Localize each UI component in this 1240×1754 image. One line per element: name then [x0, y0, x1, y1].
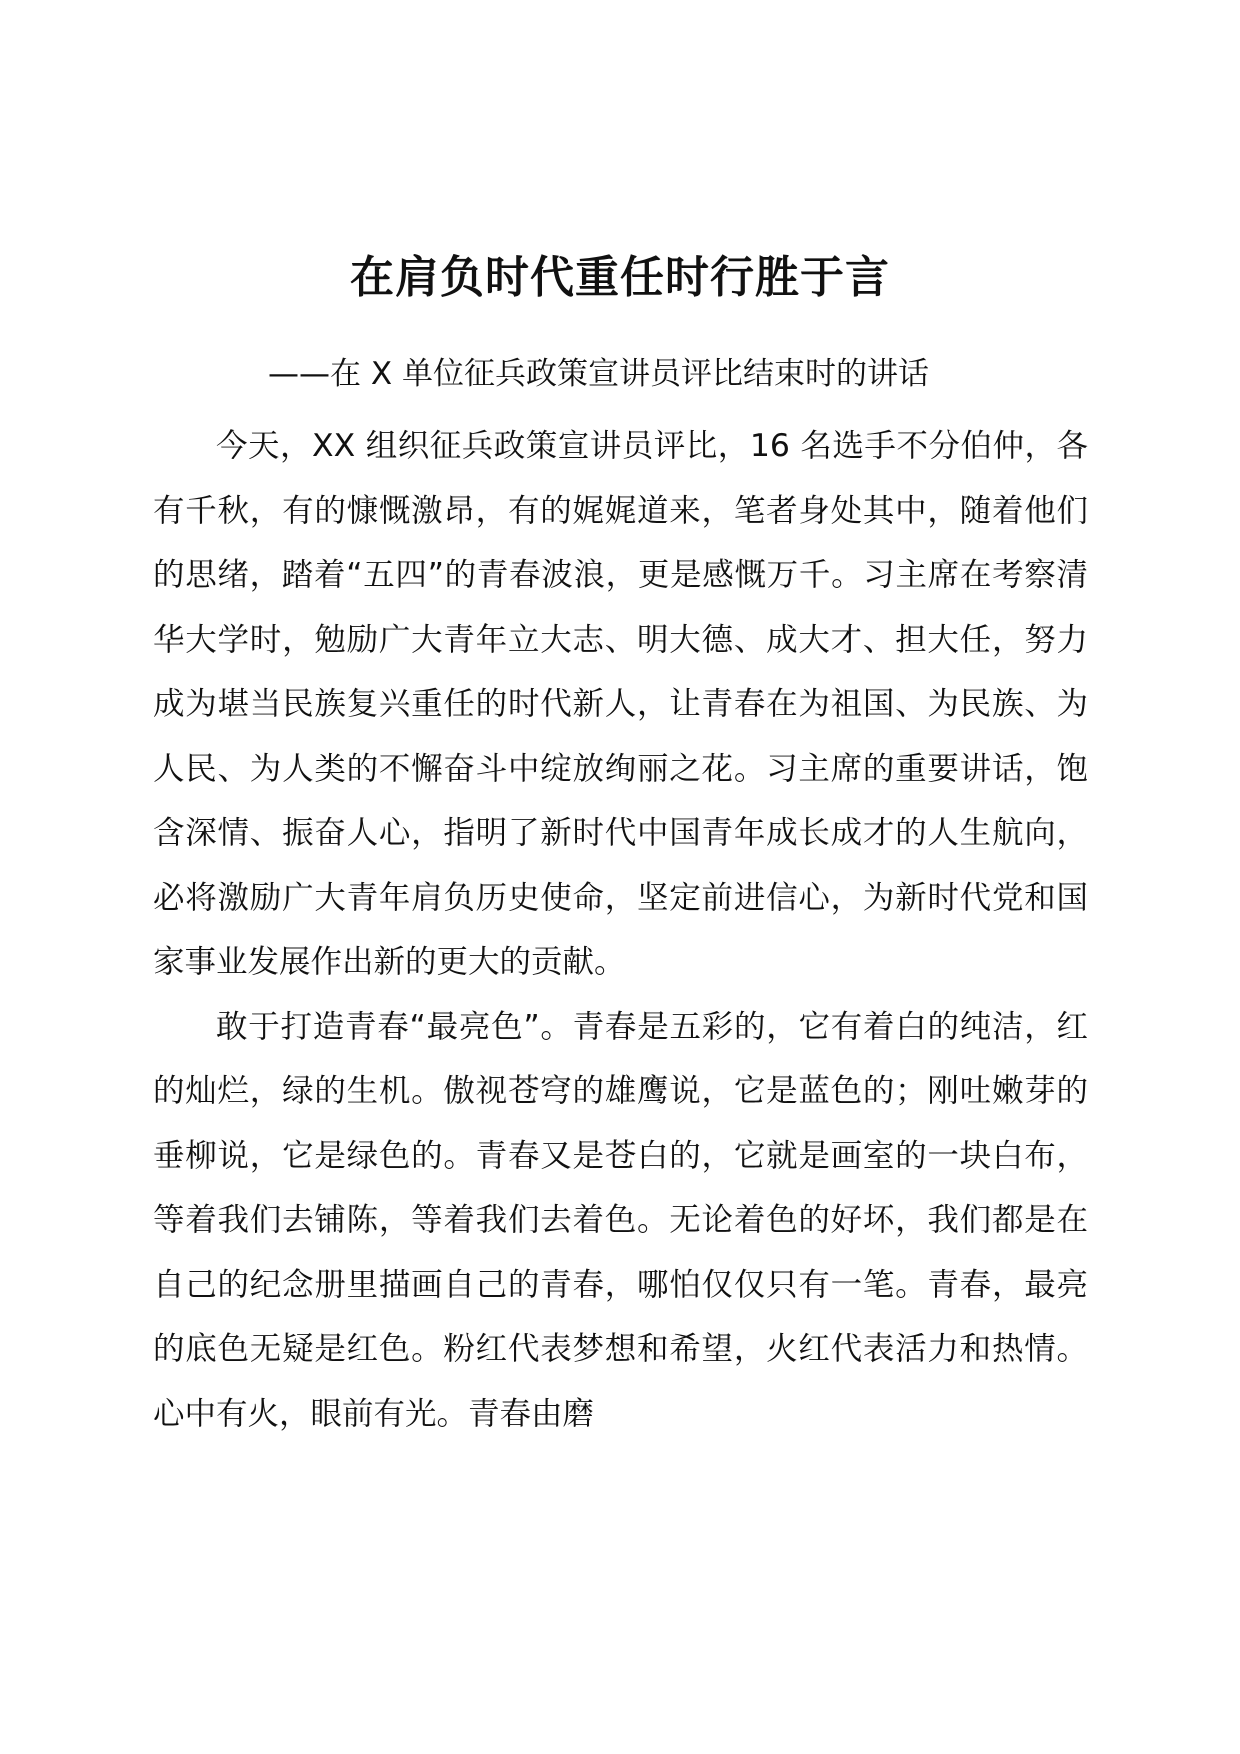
document-subtitle: ——在 X 单位征兵政策宣讲员评比结束时的讲话 — [268, 356, 929, 392]
body-paragraph-2: 敢于打造青春“最亮色”。青春是五彩的，它有着白的纯洁，红的灿烂，绿的生机。傲视苍穹的雄鹰说，它是蓝色的；刚吐嫩芽的垂柳说，它是绿色的。青春又是苍白的，它就是画室的一块白布，等着我们去铺陈，等着我们去着色。无论着色的好坏，我们都是在自己的纪念册里描画自己的青春，哪怕仅仅只有一笔。青春，最亮的底色无疑是红色。粉红代表梦想和希望，火红代表活力和热情。心中有火，眼前有光。青春由磨 — [153, 1008, 1088, 1432]
document-body — [153, 414, 1088, 1446]
body-paragraph-1: 今天，XX 组织征兵政策宣讲员评比，16 名选手不分伯仲，各有千秋，有的慷慨激昂，有的娓娓道来，笔者身处其中，随着他们的思绪，踏着“五四”的青春波浪，更是感慨万千。习主席在考察清华大学时，勉励广大青年立大志、明大德、成大才、担大任，努力成为堪当民族复兴重任的时代新人，让青春在为祖国、为民族、为人民、为人类的不懈奋斗中绽放绚丽之花。习主席的重要讲话，饱含深情、振奋人心，指明了新时代中国青年成长成才的人生航向，必将激励广大青年肩负历史使命，坚定前进信心，为新时代党和国家事业发展作出新的更大的贡献。 — [153, 428, 1088, 980]
document-title: 在肩负时代重任时行胜于言 — [350, 252, 890, 303]
